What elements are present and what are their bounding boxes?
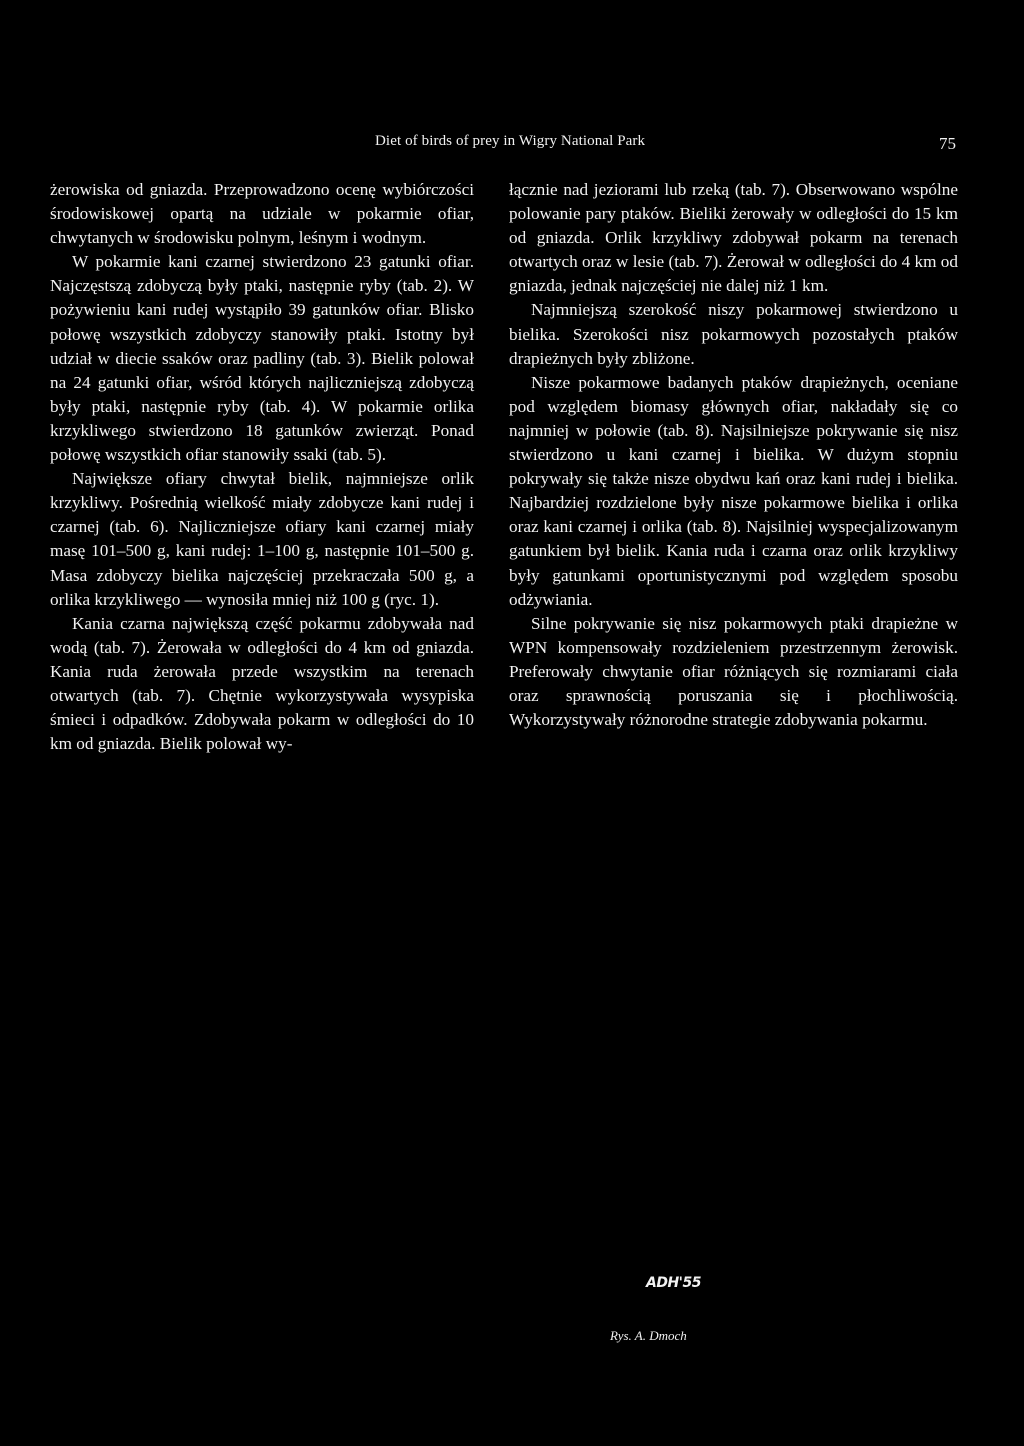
illustration-credit: Rys. A. Dmoch xyxy=(610,1328,687,1343)
right-column xyxy=(509,178,958,732)
paragraph: Nisze pokarmowe badanych ptaków drapieżnych, oceniane pod względem biomasy głównych ofiar, nakładały się co najmniej w połowie (tab. 8). Najsilniejsze pokrywanie się nisz stwierdzono u kani czarnej i bielika. W dużym stopniu pokrywały się także nisze obydwu kań oraz kani rudej i bielika. Najbardziej rozdzielone były nisze pokarmowe bielika i orlika oraz kani czarnej i orlika (tab. 8). Najsilniej wyspecjalizowanym gatunkiem był bielik. Kania ruda i czarna oraz orlik krzykliwy były gatunkami oportunistycznymi pod względem sposobu odżywiania. xyxy=(509,372,958,609)
paragraph: łącznie nad jeziorami lub rzeką (tab. 7). Obserwowano wspólne polowanie pary ptaków. Bieliki żerowały w odległości do 15 km od gniazda. Orlik krzykliwy zdobywał pokarm na terenach otwartych oraz w lesie (tab. 7). Żerował w odległości do 4 km od gniazda, jednak najczęściej nie dalej niż 1 km. xyxy=(509,180,958,296)
page-number: 75 xyxy=(939,134,956,153)
running-title: Diet of birds of prey in Wigry National Park xyxy=(375,133,646,149)
artist-signature: ADH'55 xyxy=(646,1275,701,1291)
paragraph: W pokarmie kani czarnej stwierdzono 23 gatunki ofiar. Najczęstszą zdobyczą były ptaki, następnie ryby (tab. 2). W pożywieniu kani rudej wystąpiło 39 gatunków ofiar. Blisko połowę wszystkich zdobyczy stanowiły ptaki. Istotny był udział w diecie ssaków oraz padliny (tab. 3). Bielik polował na 24 gatunki ofiar, wśród których najliczniejszą zdobyczą były ptaki, następnie ryby (tab. 4). W pokarmie orlika krzykliwego stwierdzono 18 gatunków zwierząt. Ponad połowę wszystkich ofiar stanowiły ssaki (tab. 5). xyxy=(50,252,474,465)
paragraph: Kania czarna największą część pokarmu zdobywała nad wodą (tab. 7). Żerowała w odległości do 4 km od gniazda. Kania ruda żerowała przede wszystkim na terenach otwartych (tab. 7). Chętnie wykorzystywała wysypiska śmieci i odpadków. Zdobywała pokarm w odległości do 10 km od gniazda. Bielik polował wy- xyxy=(50,613,474,754)
running-head xyxy=(0,131,1024,157)
paragraph: Najmniejszą szerokość niszy pokarmowej stwierdzono u bielika. Szerokości nisz pokarmowych pozostałych ptaków drapieżnych były zbliżone. xyxy=(509,300,958,368)
paragraph: Silne pokrywanie się nisz pokarmowych ptaki drapieżne w WPN kompensowały rozdzieleniem przestrzennym żerowisk. Preferowały chwytanie ofiar różniących się rozmiarami ciała oraz sprawnością poruszania się i płochliwością. Wykorzystywały różnorodne strategie zdobywania pokarmu. xyxy=(509,613,958,730)
paragraph: żerowiska od gniazda. Przeprowadzono ocenę wybiórczości środowiskowej opartą na udziale w pokarmie ofiar, chwytanych w środowisku polnym, leśnym i wodnym. xyxy=(50,180,474,248)
paragraph: Największe ofiary chwytał bielik, najmniejsze orlik krzykliwy. Pośrednią wielkość miały zdobycze kani rudej i czarnej (tab. 6). Najliczniejsze ofiary kani czarnej miały masę 101–500 g, kani rudej: 1–100 g, następnie 101–500 g. Masa zdobyczy bielika najczęściej przekraczała 500 g, a orlika krzykliwego — wynosiła mniej niż 100 g (ryc. 1). xyxy=(50,469,474,609)
left-column xyxy=(50,178,474,756)
